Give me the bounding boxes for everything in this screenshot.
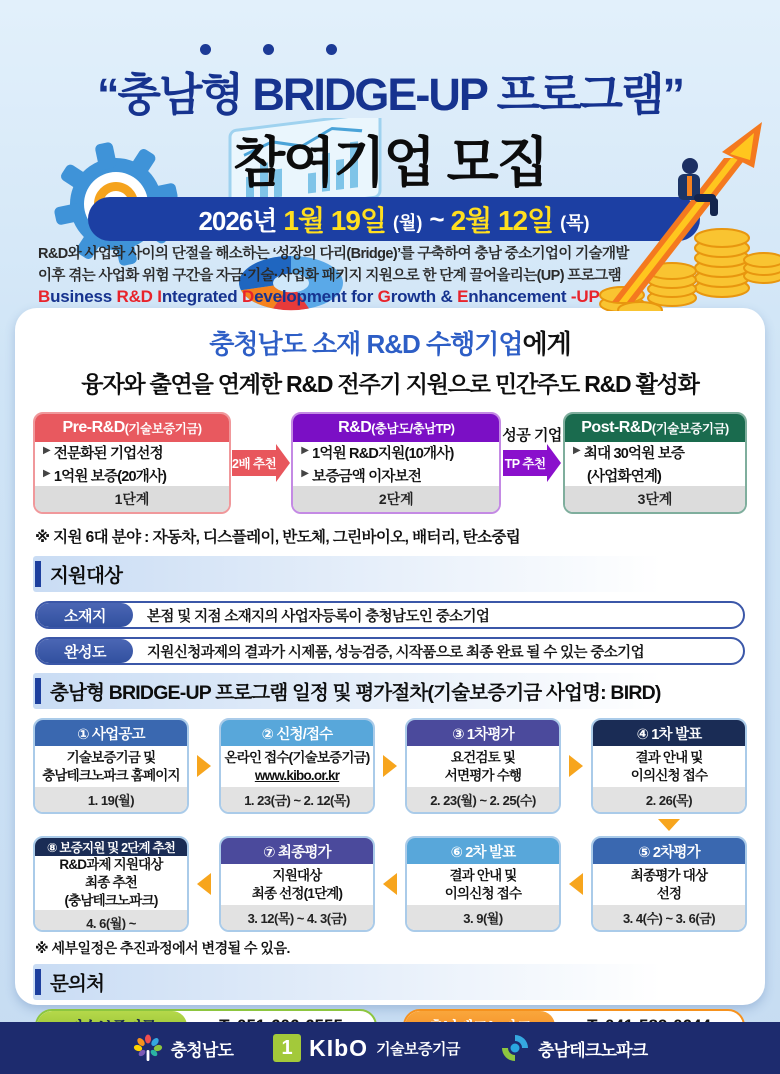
support-target-section-title: 지원대상 bbox=[33, 556, 747, 592]
stage-arrow-1 bbox=[232, 450, 290, 476]
schedule-change-note: ※ 세부일정은 추진과정에서 변경될 수 있음. bbox=[35, 940, 290, 956]
hero-section bbox=[0, 0, 780, 308]
schedule-date: 1. 23(금) ~ 2. 12(목) bbox=[221, 787, 373, 812]
down-arrow-icon bbox=[658, 819, 680, 831]
poster-subtitle: 참여기업 모집 bbox=[233, 133, 547, 193]
ctp-logo-icon bbox=[500, 1033, 530, 1063]
period-tilde: ~ bbox=[429, 203, 444, 234]
chungnam-logo-icon bbox=[133, 1033, 163, 1063]
right-arrow-icon: 2배 추천 bbox=[232, 450, 276, 476]
program-stage-diagram bbox=[33, 412, 747, 514]
stage-3-header: Post-R&D (기술보증기금) bbox=[565, 414, 745, 442]
poster-title: “충남형 BRIDGE-UP 프로그램” bbox=[97, 69, 683, 120]
stage-3-bullet: (사업화연계) bbox=[586, 469, 662, 485]
schedule-section-title: 충남형 BRIDGE-UP 프로그램 일정 및 평가절차(기술보증기금 사업명: BIRD) bbox=[33, 673, 747, 709]
schedule-card-1: ① 사업공고 기술보증기금 및 충남테크노파크 홈페이지 1. 19(월) bbox=[33, 718, 189, 814]
stage-2-step-label: 2단계 bbox=[293, 486, 499, 512]
bullet-marker-icon: ▶ bbox=[572, 445, 580, 456]
stage-2-bullet: ▶ 보증금액 이자보전 bbox=[301, 465, 493, 486]
period-end-day: (목) bbox=[560, 212, 590, 233]
stage-2-bullet: ▶ 1억원 R&D지원(10개사) bbox=[301, 442, 493, 463]
right-arrow-icon: TP 추천 bbox=[503, 450, 547, 476]
schedule-card-6: ⑥ 2차 발표 결과 안내 및 이의신청 접수 3. 9(월) bbox=[405, 836, 561, 932]
schedule-card-8: ⑧ 보증지원 및 2단계 추천 R&D과제 지원대상 최종 추천 (충남테크노파크) 4. 6(월) ~ bbox=[33, 836, 189, 932]
stage-box-post-rnd bbox=[563, 412, 747, 514]
schedule-date: 3. 4(수) ~ 3. 6(금) bbox=[593, 905, 745, 930]
left-arrow-icon bbox=[569, 873, 583, 895]
target-badge: 소재지 bbox=[37, 603, 133, 627]
schedule-date: 2. 26(목) bbox=[593, 787, 745, 812]
bullet-marker-icon: ▶ bbox=[43, 445, 50, 456]
program-goal-heading: 융자와 출연을 연계한 R&D 전주기 지원으로 민간주도 R&D 활성화 bbox=[81, 371, 699, 397]
description-line-2: 이후 겪는 사업화 위험 구간을 자금·기술·사업화 패키지 지원으로 한 단계 끌어올리는(UP) 프로그램 bbox=[38, 268, 622, 284]
right-arrow-icon bbox=[197, 755, 211, 777]
target-row-location: 소재지 본점 및 지점 소재지의 사업자등록이 충청남도인 중소기업 bbox=[35, 601, 745, 629]
contact-section-title: 문의처 bbox=[33, 964, 747, 1000]
supported-sectors-note: ※ 지원 6대 분야 : 자동차, 디스플레이, 반도체, 그린바이오, 배터리, 탄소중립 bbox=[35, 529, 521, 546]
target-badge: 완성도 bbox=[37, 639, 133, 663]
stage-1-header: Pre-R&D (기술보증기금) bbox=[35, 414, 229, 442]
main-card bbox=[15, 308, 765, 1005]
success-company-label: 성공 기업 bbox=[502, 427, 562, 444]
stage-2-header: R&D (충남도/충남TP) bbox=[293, 414, 499, 442]
schedule-date: 4. 6(월) ~ bbox=[35, 910, 187, 932]
schedule-date: 3. 12(목) ~ 4. 3(금) bbox=[221, 905, 373, 930]
right-arrow-icon bbox=[569, 755, 583, 777]
kibo-logo-icon: 1 bbox=[273, 1034, 301, 1062]
bullet-marker-icon: ▶ bbox=[301, 468, 309, 479]
schedule-card-5: ⑤ 2차평가 최종평가 대상 선정 3. 4(수) ~ 3. 6(금) bbox=[591, 836, 747, 932]
period-year: 2026년 bbox=[198, 205, 277, 236]
stage-3-bullet: ▶ 최대 30억원 보증 bbox=[573, 442, 739, 463]
schedule-row-2 bbox=[33, 836, 747, 932]
target-row-completeness: 완성도 지원신청과제의 결과가 시제품, 성능검증, 시작품으로 최종 완료 될 수 있는 중소기업 bbox=[35, 637, 745, 665]
stage-1-bullet: ▶ 1억원 보증(20개사) bbox=[43, 465, 223, 486]
chungnam-technopark-logo: 충남테크노파크 bbox=[500, 1033, 647, 1063]
left-arrow-icon bbox=[197, 873, 211, 895]
chungnam-province-logo: 충청남도 bbox=[133, 1033, 234, 1063]
stage-3-step-label: 3단계 bbox=[565, 486, 745, 512]
footer-logo-bar bbox=[0, 1022, 780, 1074]
kibo-logo: 1 KIbO 기술보증기금 bbox=[273, 1034, 460, 1062]
schedule-card-7: ⑦ 최종평가 지원대상 최종 선정(1단계) 3. 12(목) ~ 4. 3(금) bbox=[219, 836, 375, 932]
period-end-date: 2월 12일 bbox=[450, 205, 554, 236]
schedule-card-4: ④ 1차 발표 결과 안내 및 이의신청 접수 2. 26(목) bbox=[591, 718, 747, 814]
right-arrow-icon bbox=[383, 755, 397, 777]
stage-1-bullet: ▶ 전문화된 기업선정 bbox=[43, 442, 223, 463]
bullet-marker-icon: ▶ bbox=[301, 445, 309, 456]
english-tagline: Business R&D Integrated Development for Growth & Enhancement -UP bbox=[38, 287, 600, 306]
left-arrow-icon bbox=[383, 873, 397, 895]
program-description bbox=[38, 243, 629, 287]
schedule-date: 2. 23(월) ~ 2. 25(수) bbox=[407, 787, 559, 812]
eligibility-heading-highlight: 충청남도 소재 R&D 수행기업 bbox=[209, 329, 523, 359]
eligibility-heading: 충청남도 소재 R&D 수행기업에게 bbox=[209, 329, 571, 359]
period-start-day: (월) bbox=[393, 212, 423, 233]
stage-box-rnd bbox=[291, 412, 501, 514]
schedule-card-3: ③ 1차평가 요건검토 및 서면평가 수행 2. 23(월) ~ 2. 25(수) bbox=[405, 718, 561, 814]
schedule-date: 3. 9(월) bbox=[407, 905, 559, 930]
schedule-row-1 bbox=[33, 718, 747, 814]
period-start-date: 1월 19일 bbox=[283, 205, 386, 236]
schedule-date: 1. 19(월) bbox=[35, 787, 187, 812]
stage-box-pre-rnd bbox=[33, 412, 231, 514]
kibo-website-link[interactable]: www.kibo.or.kr bbox=[254, 767, 340, 783]
stage-1-step-label: 1단계 bbox=[35, 486, 229, 512]
schedule-card-2: ② 신청/접수 온라인 접수(기술보증기금) www.kibo.or.kr 1. 23(금) ~ 2. 12(목) bbox=[219, 718, 375, 814]
growth-arrow-icon bbox=[594, 106, 780, 311]
title-dots bbox=[200, 44, 337, 55]
bullet-marker-icon: ▶ bbox=[43, 468, 50, 479]
stage-arrow-2 bbox=[502, 424, 562, 476]
description-line-1: R&D와 사업화 사이의 단절을 해소하는 ‘성장의 다리(Bridge)’를 구축하여 충남 중소기업이 기술개발 bbox=[38, 246, 629, 262]
